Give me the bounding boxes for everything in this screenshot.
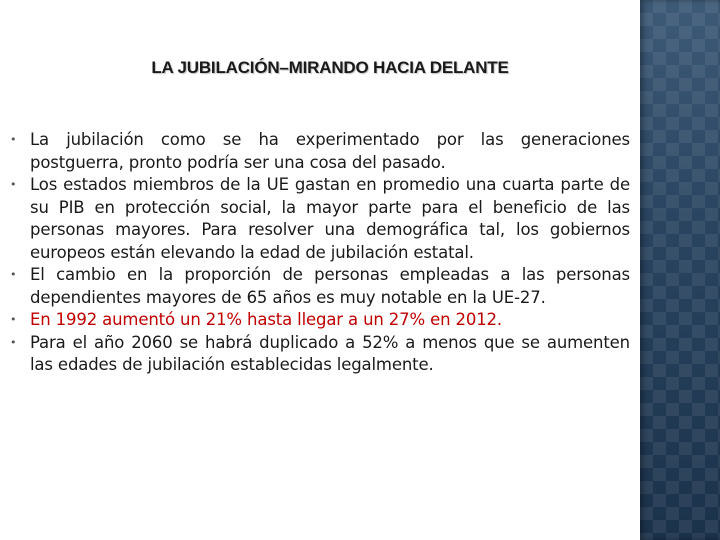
bullet-text: El cambio en la proporción de personas empleadas a las personas dependientes mayores de 65 años es muy notable en la UE-27. xyxy=(30,265,630,307)
bullet-text: Los estados miembros de la UE gastan en promedio una cuarta parte de su PIB en protección social, la mayor parte para el beneficio de las personas mayores. Para resolver una demográfica tal, los gobiernos europeos están elevando la edad de jubilación estatal. xyxy=(30,175,630,262)
bullet-item-highlight xyxy=(10,309,630,332)
bullet-icon: • xyxy=(10,133,17,146)
decorative-side-panel xyxy=(640,0,720,540)
slide-title: LA JUBILACIÓN–MIRANDO HACIA DELANTE xyxy=(151,58,509,77)
bullet-text: Para el año 2060 se habrá duplicado a 52% a menos que se aumenten las edades de jubilación establecidas legalmente. xyxy=(30,332,630,374)
bullet-text: La jubilación como se ha experimentado por las generaciones postguerra, pronto podría ser una cosa del pasado. xyxy=(30,130,630,172)
bullet-list xyxy=(10,129,630,377)
bullet-icon: • xyxy=(10,335,17,349)
bullet-item xyxy=(10,332,630,377)
bullet-icon: • xyxy=(10,178,17,191)
bullet-item xyxy=(10,264,630,309)
bullet-item xyxy=(10,129,630,174)
bullet-icon: • xyxy=(10,313,17,326)
bullet-text: En 1992 aumentó un 21% hasta llegar a un 27% en 2012. xyxy=(30,310,503,329)
bullet-icon: • xyxy=(10,268,17,281)
bullet-item xyxy=(10,174,630,264)
